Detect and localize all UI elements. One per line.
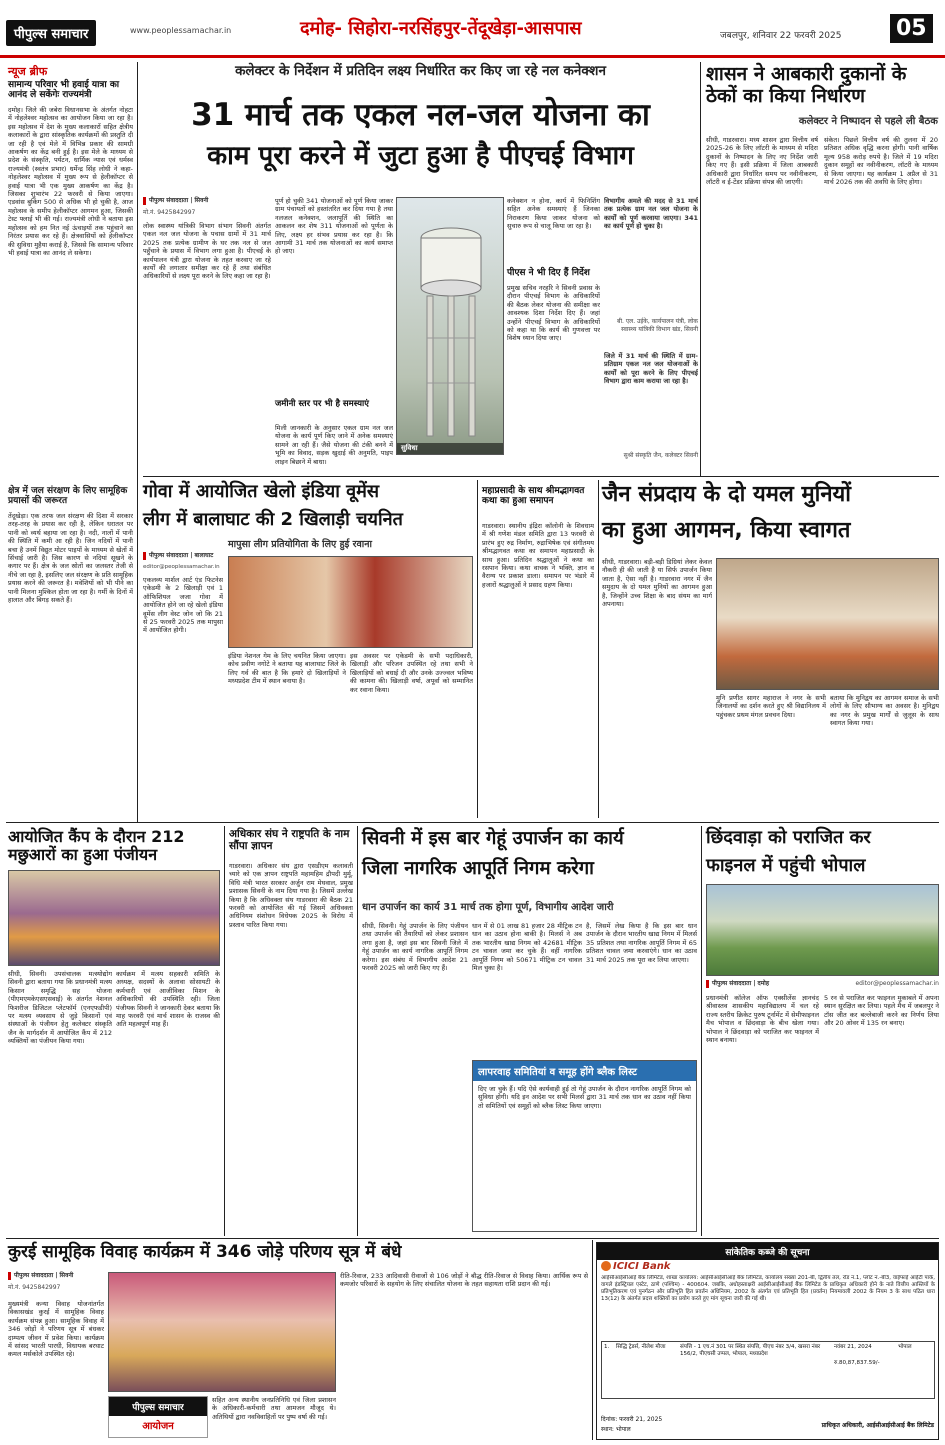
- monks-welcome-photo: [716, 558, 939, 690]
- jain-headline-2: का हुआ आगमन, किया स्वागत: [602, 518, 851, 543]
- lead-byline: पीपुल्स संवाददाता | सिवनी: [143, 197, 271, 205]
- excise-subhead: कलेक्टर ने निष्पादन से पहले ली बैठक: [798, 116, 938, 127]
- cricket-col-2: 5 रन से पराजित कर फाइनल मुकाबले में अपना स्थान सुरक्षित कर लिया। पहले मैच में जबलपुर ने टॉस जीत कर बल्लेबाजी करने का निर्णय लिया और 20 ओवर में 135 रन बनाए।: [824, 994, 939, 1028]
- cricket-headline-2: फाइनल में पहुंची भोपाल: [706, 855, 866, 876]
- brand-logo: पीपुल्स समाचार: [6, 20, 96, 46]
- wedding-logo-text: पीपुल्स समाचार: [109, 1397, 207, 1416]
- date-line: जबलपुर, शनिवार 22 फरवरी 2025: [720, 31, 842, 41]
- jain-headline-1: जैन संप्रदाय के दो यमल मुनियों: [602, 482, 851, 507]
- website-link[interactable]: www.peoplessamachar.in: [130, 26, 232, 35]
- cricket-headline-1: छिंदवाड़ा को पराजित कर: [706, 827, 871, 848]
- blacklist-box-heading: लापरवाह समितियां व समूह होंगे ब्लैक लिस्ट: [473, 1061, 696, 1081]
- goa-subhead: मापुसा लीग प्रतियोगिता के लिए हुई रवाना: [228, 539, 372, 550]
- bank-name: ICICI Bank: [613, 1261, 671, 1272]
- fish-headline: आयोजित कैंप के दौरान 212 मछुआरों का हुआ पंजीयन: [8, 827, 185, 865]
- wheat-col-2: धान में से 01 लाख 81 हजार 28 मीट्रिक टन धान का उठाव होना बाकी है। मिलर्स ने अब तक भारतीय खाद्य निगम को 42681 मीट्रिक टन चावल जमा कर चुके हैं। वहीं नागरिक आपूर्ति निगम को 50671 मीट्रिक टन चावल मिल चुका है।: [472, 922, 582, 973]
- lead-mobile: मो.नं. 9425842997: [143, 209, 196, 216]
- column-divider: [224, 826, 225, 1236]
- quote-2-text: जिले में 31 मार्च की स्थिति में ग्राम-प्रतिग्राम एकल नल जल योजनाओं के कार्यों को पूरा करने के लिए पीएचई विभाग द्वारा काम कराया जा रहा है।: [604, 352, 698, 386]
- brief-headline-1: सामान्य परिवार भी हवाई यात्रा का आनंद ले सकेंगेः राज्यमंत्री: [8, 80, 120, 101]
- wheat-col-1: सीधी, सिवनी। गेहूं उपार्जन के लिए पंजीयन तथा उपार्जन की तैयारियों को लेकर प्रशासन लगा हुआ है, जहां इस बार सिवनी जिले में गेहूं उपार्जन का कार्य नागरिक आपूर्ति निगम करेगा। इस संबंध में विभागीय आदेश 21 फरवरी 2025 को जारी किए गए हैं।: [362, 922, 468, 973]
- region-title: दमोह- सिहोरा-नरसिंहपुर-तेंदूखेड़ा-आसपास: [300, 18, 582, 39]
- goa-col-1: एकलव्य मार्शल आर्ट एंड फिटनेस एकेडमी के 2 खिलाड़ी एवं 1 ऑफिशियल जजा गोवा में आयोजित होने जा रहे खेलो इंडिया वूमेंस लीग वेस्ट जोन जो कि 21 से 25 फरवरी 2025 तक मापुसा में आयोजित होगी।: [143, 576, 223, 635]
- goa-headline-2: लीग में बालाघाट की 2 खिलाड़ी चयनित: [143, 509, 403, 530]
- section-divider: [6, 1238, 939, 1239]
- wheat-subhead: धान उपार्जन का कार्य 31 मार्च तक होगा पूर्ण, विभागीय आदेश जारी: [362, 902, 614, 913]
- news-brief-tag: न्यूज ब्रीफ: [8, 65, 48, 78]
- lead-quote-1: [604, 197, 698, 315]
- notice-row-no: 1.: [604, 1344, 610, 1350]
- brief-headline-2: क्षेत्र में जल संरक्षण के लिए सामूहिक प्रयासों की जरूरत: [8, 486, 128, 507]
- brief-text-1: दमोह। जिले की जबेरा विधानसभा के अंतर्गत नोहटा में नोहलेश्वर महोत्सव का आयोजन किया जा रहा है। इस महोत्सव में देश के मुख्य कलाकारों सहित क्षेत्रीय कलाकारों के द्वारा सांस्कृतिक कार्यक्रमों की प्रस्तुति दी जा रही है एवं मेले में विभिन्न प्रकार की सामग्री आकर्षण का केंद्र बनी हुई है। इस मेले के माध्यम से प्रदेश के संस्कृति, पर्यटन, धार्मिक न्यास एवं धर्मस्व राज्यमंत्री (स्वतंत्र प्रभार) धर्मेन्द्र सिंह लोधी ने कहा- नोहलेश्वर महोत्सव में मुख्य रूप से हेलीकॉप्टर से हवाई यात्रा भी एक मुख्य आकर्षण का केंद्र है। जिसका शुभारंभ 22 फरवरी से किया जाएगा। एडवांस बुकिंग 500 से अधिक भी हो चुकी है, आज महोत्सव के समीप हेलीकॉप्टर आगमन हुआ, जिसकी टेस्ट फ्लाई भी की गई। राज्यमंत्री लोधी ने बताया इस महोत्सव को हम नित नई ऊंचाइयों तक पहुंचाने का निरंतर प्रयास कर रहे हैं। क्षेत्रवासियों को हेलीकॉप्टर की सुविधा मुहैया कराई है, जिससे कि सामान्य परिवार भी हवाई यात्रा का आनंद ले सकेगा।: [8, 106, 133, 257]
- wedding-col-2: सहित अन्य स्थानीय जनप्रतिनिधि एवं जिला प्रशासन के अधिकारी-कर्मचारी तथा आमजन मौजूद थे। अतिथियों द्वारा नवविवाहितों पर पुष्प वर्षा की गई।: [212, 1396, 336, 1421]
- goa-col-3: इस अवसर पर एकेडमी के सभी पदाधिकारी, खिलाड़ी और परिजन उपस्थित रहे तथा सभी ने खिलाड़ियों को बधाई दी और उनके उज्ज्वल भविष्य की कामना की। खिलाड़ी वर्षा, अपूर्वा को सम्मानित कर रवाना किया।: [350, 652, 473, 694]
- lead-col-4: कनेक्शन न होना, कार्य में फिनिशिंग सहित अनेक समस्याएं हैं जिनका निराकरण किया जाकर योजना को सुचारु रूप से चालू किया जा रहा है।: [507, 197, 600, 231]
- bank-logo-icon: [601, 1261, 611, 1271]
- page-number: 05: [890, 14, 933, 43]
- legal-notice: [596, 1242, 939, 1440]
- brief-text-2: तेंदूखेड़ा। एक तरफ जल संरक्षण की दिशा में सरकार तरह-तरह के प्रयास कर रही है, लेकिन धरातल पर पानी को व्यर्थ बहाया जा रहा है। नदी, नालों में पानी की स्थिति में कमी आ रही है। जिन नदियों में पानी बचा है उनमें विद्युत मोटर पाइपों के माध्यम से खेतों में सिंचाई जारी है। जिस कारण से नदियां सूखने के कगार पर हैं। क्षेत्र के जल स्रोतों का जलस्तर तेजी से नीचे जा रहा है, इसलिए जल संरक्षण के प्रति सामूहिक प्रयास करने की जरूरत है। मवेशियों को भी पीने का पानी मिलना मुश्किल होता जा रहा है। गर्मी के दिनों में हालात और बिगड़ सकते हैं।: [8, 512, 133, 605]
- masthead: [0, 0, 945, 58]
- excise-headline: शासन ने आबकारी दुकानों के ठेकों का किया निर्धारण: [706, 63, 907, 107]
- lead-col-5: प्रमुख सचिव नरहरि ने सिवनी प्रवास के दौरान पीएचई विभाग के अधिकारियों की बैठक लेकर योजना की समीक्षा कर आवश्यक दिशा निर्देश दिए हैं। जहां उन्होंने पीएचई विभाग के अधिकारियों को कहा था कि कार्य की गुणवत्ता पर विशेष ध्यान दिया जाए।: [507, 284, 600, 343]
- column-divider: [598, 480, 599, 818]
- wedding-headline: कुरई सामूहिक विवाह कार्यक्रम में 346 जोड़े परिणय सूत्र में बंधे: [8, 1242, 402, 1262]
- notice-row-branch: भोपाल: [898, 1344, 912, 1350]
- wedding-logo: [108, 1396, 208, 1438]
- section-divider: [143, 476, 939, 477]
- notice-text: आईसीआईसीआई बैंक लिमिटेड, शाखा कार्यालय: आईसीआईसीआई बैंक लिमिटेड, कार्यालय संख्या 201-बी, द्वितीय तल, रोड नं.1, प्लॉट नं.-बी3, वाईफाई आईटी पार्क, वागले इंडस्ट्रियल एस्टेट, ठाणे (पश्चिम) - 400604. जबकि, अधोहस्ताक्षरी आईसीआईसीआई बैंक लिमिटेड के प्राधिकृत अधिकारी होने के नाते वित्तीय आस्तियों के प्रतिभूतिकरण एवं पुनर्गठन और प्रतिभूति हित प्रवर्तन अधिनियम, 2002 के अंतर्गत एवं प्रतिभूति हित (प्रवर्तन) नियमावली 2002 के नियम 3 के साथ पठित धारा 13(12) के अंतर्गत प्रदत्त शक्तियों का प्रयोग करते हुए मांग सूचना जारी की गई थी।: [601, 1275, 935, 1302]
- fish-col-1: सीधी, सिवनी। उपसंचालक मत्स्योद्योग सिवनी द्वारा बताया गया कि प्रधानमंत्री मत्स्य किसान समृद्धि सह योजना (पीएमएमकेएसएसवाई) के अंतर्गत नेशनल फिशरीज डिजिटल प्लेटफॉर्म (एनएफडीपी) पर मत्स्य व्यवसाय से जुड़े किसानों एवं संस्थाओं के पंजीयन हेतु कलेक्टर संस्कृति जैन के मार्गदर्शन में आयोजित कैंप में 212 व्यक्तियों का पंजीयन किया गया।: [8, 970, 112, 1046]
- notice-row-amount: रु.80,87,837.59/-: [834, 1360, 880, 1366]
- excise-col-2: संकेत। पिछले वित्तीय वर्ष की तुलना में 20 प्रतिशत अधिक वृद्धि करना होगी। पानी वार्षिक मूल्य 958 करोड़ रुपये है। जिले में 19 मदिरा दुकान समूहों का नवीनीकरण, लॉटरी के माध्यम से किया जाएगा। यह कार्यक्रम 1 अप्रैल से 31 मार्च 2026 तक की अवधि के लिए होगा।: [824, 136, 938, 187]
- teacher-headline: अधिकार संघ ने राष्ट्रपति के नाम सौंपा ज्ञापन: [229, 828, 350, 853]
- lead-kicker: कलेक्टर के निर्देशन में प्रतिदिन लक्ष्य निर्धारित कर किए जा रहे नल कनेक्शन: [235, 63, 606, 79]
- teacher-text: गाडरवारा। अधिकार संघ द्वारा एसडीएम कलावती च्यारे को एक ज्ञापन राष्ट्रपति महामहिम द्रौपदी मुर्मू, विधि मंत्री भारत सरकार अर्जुन राम मेघवाल, प्रमुख प्रशासक सिवनी के नाम दिया गया है। जिसमें उल्लेख किया है कि अधिवक्ता संघ गाडरवारा की बैठक 21 फरवरी को आयोजित की गई जिसमें अधिवक्ता अधिनियम संशोधन विधेयक 2025 के विरोध में प्रस्ताव पारित किया गया।: [229, 862, 353, 929]
- column-divider: [700, 62, 701, 476]
- bhagwat-headline: महाप्रसादी के साथ श्रीमद्भागवत कथा का हुआ समापन: [482, 486, 585, 507]
- notice-row-name: सिद्धि ट्रेडर्स, नीलेश मौजा: [616, 1344, 666, 1350]
- goa-byline: पीपुल्स संवाददाता | बालाघाट: [143, 552, 223, 560]
- wheat-col-3: है, जिसमें लेख किया है कि इस बार धान उपार्जन के दौरान भारतीय खाद्य निगम में मिलर्स 35 प्रतिशत तथा नागरिक आपूर्ति निगम में 65 प्रतिशत चावल जमा करवाएंगे। धान का उठाव 31 मार्च 2025 तक पूरा कर लिया जाएगा।: [586, 922, 697, 964]
- wedding-col-3: रीति-रिवाज, 233 आदिवासी रीवाजों से 106 जोड़ों ने बौद्ध रीति-रिवाज से विवाह किया। आर्थिक रूप से कमजोर परिवारों के सहयोग के लिए संचालित योजना के तहत सहायता राशि प्रदान की गई।: [340, 1272, 588, 1289]
- column-divider: [701, 826, 702, 1236]
- water-tank-photo: [396, 197, 504, 455]
- lead-subhead-2: पीएस ने भी दिए हैं निर्देश: [507, 268, 590, 278]
- notice-signature: प्राधिकृत अधिकारी, आईसीआईसीआई बैंक लिमिटेड: [821, 1422, 934, 1429]
- notice-date: दिनांक: फरवरी 21, 2025: [601, 1416, 663, 1423]
- photo-caption: सुविधा: [397, 443, 503, 454]
- bhagwat-text: गाडरवारा। स्थानीय इंद्रिरा कॉलोनी के शिवधाम में श्री गणेश मंडल समिति द्वारा 13 फरवरी से प्रारंभ हुए रुद्र निर्माण, रुद्राभिषेक एवं संगीतमय श्रीमद्भागवत कथा का समापन महाप्रसादी के साथ हुआ। प्रतिदिन श्रद्धालुओं ने कथा का रसपान किया। कथा वाचक ने भक्ति, ज्ञान व वैराग्य पर प्रकाश डाला। समापन पर भंडारे में हजारों श्रद्धालुओं ने प्रसाद ग्रहण किया।: [482, 522, 594, 589]
- quote-1-text: विभागीय अमले की मदद से 31 मार्च तक प्रत्येक ग्राम नल जल योजना के कार्यों को पूर्ण करवाया जाएगा। 341 का कार्य पूर्ण हो चुका है।: [604, 197, 698, 231]
- jain-col-3: बताया कि मुनिद्वय का आगमन समाज के सभी लोगों के लिए सौभाग्य का अवसर है। मुनिद्वय का नगर के प्रमुख मार्गों से जुलूस के साथ स्वागत किया गया।: [830, 694, 939, 728]
- jain-col-1: सीधी, गाडरवारा। बड़ी-बड़ी डिग्रियां लेकर केवल नौकरी ही की जाती है या सिर्फ उपार्जन किया जाता है, ऐसा नहीं है। गाडरवारा नगर में जैन समुदाय के दो यमल मुनियों का आगमन हुआ है, जिन्होंने उच्च शिक्षा के बाद संयम का मार्ग अपनाया।: [602, 558, 712, 609]
- jain-col-2: मुनि प्रणीत सागर महाराज ने नगर के सभी जिनालयों का दर्शन करते हुए श्री विद्यानिलय में पहुंचकर प्रथम मंगल प्रवचन दिया।: [716, 694, 826, 719]
- notice-place: स्थान: भोपाल: [601, 1426, 631, 1433]
- notice-bank-logo: [601, 1261, 670, 1272]
- cricket-match-photo: [706, 884, 939, 976]
- column-divider: [357, 826, 358, 1236]
- camp-crowd-photo: [8, 870, 220, 966]
- wedding-byline: पीपुल्स संवाददाता | सिवनी: [8, 1272, 104, 1280]
- blacklist-box-text: दिए जा चुके हैं। यदि ऐसे कार्यवाही हुई तो गेहूं उपार्जन के दौरान नागरिक आपूर्ति निगम को सुविधा होगी। यदि इन आदेश पर सभी मिलर्स द्वारा 31 मार्च तक धान का उठाव नहीं किया तो समितियों एवं समूहों को ब्लैक लिस्ट किया जाएगा।: [478, 1085, 691, 1110]
- wedding-mobile: मो.नं. 9425842997: [8, 1284, 61, 1291]
- notice-row-date: नवंबर 21, 2024: [834, 1344, 872, 1350]
- lead-headline-2: काम पूरा करने में जुटा हुआ है पीएचई विभाग: [207, 141, 634, 171]
- cricket-email[interactable]: editor@peoplessamachar.in: [855, 980, 939, 987]
- quote-1-author: बी. एल. उईके, कार्यपालन यंत्री, लोक स्वास्थ्य यांत्रिकी विभाग खंड, सिवनी: [617, 318, 698, 333]
- wedding-col-1: मुख्यमंत्री कन्या विवाह योजनांतर्गत विकासखंड कुरई में सामूहिक विवाह कार्यक्रम संपन्न हुआ। सामूहिक विवाह में 346 जोड़ों ने परिणय सूत्र में बंधकर दाम्पत्य जीवन में प्रवेश किया। कार्यक्रम में सांसद भारती पारधी, विधायक बरघाट कमल मर्सकोले उपस्थित रहे।: [8, 1300, 104, 1359]
- quote-2-author: सुश्री संस्कृति जैन, कलेक्टर सिवनी: [623, 452, 698, 459]
- fish-col-2: कार्यक्रम में मत्स्य सहकारी समिति के अध्यक्ष, सदस्यों के अलावा सोसायटी के कर्मचारी एवं आजीविका मिशन के अधिकारियों की उपस्थिति रही। जिला पंजीयक सिवनी ने जानकारी देकर बताया कि माह फरवरी एवं मार्च शासन के राजस्व की अति महत्वपूर्ण माह हैं।: [116, 970, 220, 1029]
- wheat-headline-2: जिला नागरिक आपूर्ति निगम करेगा: [362, 858, 594, 879]
- blacklist-box: [472, 1060, 697, 1232]
- lead-col-1: लोक स्वास्थ्य यांत्रिकी विभाग संभाग सिवनी अंतर्गत एकल नल जल योजना के पचास ग्रामों में 31 मार्च 2025 तक प्रत्येक ग्रामीण के घर तक नल से जल पहुँचाने के प्रयास में विभाग लगा हुआ है। पीएचई के कार्यपालन यंत्री द्वारा योजना के तहत करवाए जा रहे कार्यों की लगातार समीक्षा कर रहे हैं तथा संबंधित अधिकारियों से लक्ष्य पूरा करने के लिए कहा जा रहा है।: [143, 222, 271, 281]
- notice-row-desc: संपत्ति - 1 एच.नं 301 पर स्थित संपत्ति, पीएच नंबर 3/4, खसरा नंबर 156/2, पीएचसी उप्पल, भोपाल, मध्यप्रदेश: [680, 1344, 821, 1357]
- lead-quote-2: [604, 352, 698, 450]
- column-divider: [477, 480, 478, 818]
- water-tank-illustration: [397, 198, 504, 455]
- cricket-byline: पीपुल्स संवाददाता | दमोह: [706, 980, 816, 988]
- lead-col-3: मिली जानकारी के अनुसार एकल ग्राम नल जल योजना के कार्य पूर्ण किए जाने में अनेक समस्याएं सामने आ रही हैं। जैसे योजना की टंकी बनने में भूमि का विवाद, सड़क खुदाई की अनुमति, पाइप लाइन बिछाने में बाधा।: [275, 424, 393, 466]
- lead-subhead-1: जमीनी स्तर पर भी है समस्याएं: [275, 399, 369, 409]
- notice-title: सांकेतिक कब्जे की सूचना: [597, 1243, 938, 1260]
- lead-col-2: पूर्ण हो चुकी 341 योजनाओं को पूर्ण किया जाकर ग्राम पंचायतों को हस्तांतरित कर दिया गया है तथा नलजल कनेक्शन, जलापूर्ति की स्थिति का आकलन कर शेष 311 योजनाओं को पूर्णता के लिए, लक्ष्य हर संभव प्रयास कर रहा है। कि आगामी 31 मार्च तक योजनाओं का कार्य समाप्त हो जाए।: [275, 197, 393, 256]
- section-divider: [6, 822, 939, 823]
- goa-headline-1: गोवा में आयोजित खेलो इंडिया वूमेंस: [143, 481, 380, 502]
- athletes-photo: [228, 556, 473, 648]
- lead-headline-1: 31 मार्च तक एकल नल-जल योजना का: [191, 97, 650, 133]
- mass-wedding-photo: [108, 1272, 336, 1392]
- goa-col-2: इंडिया नेशनल गेम के लिए चयनित किया जाएगा। कोच प्रवीण नगोटे ने बताया यह बालाघाट जिले के लिए गर्व की बात है कि हमारे दो खिलाड़ियों ने मध्यप्रदेश टीम में स्थान बनाया है।: [228, 652, 346, 686]
- column-divider: [137, 62, 138, 822]
- wheat-headline-1: सिवनी में इस बार गेहूं उपार्जन का कार्य: [362, 828, 624, 849]
- cricket-col-1: प्रधानमंत्री कॉलेज ऑफ एक्सीलेंस ज्ञानचंद श्रीवास्तव शासकीय महाविद्यालय में चल रहे राज्य स्तरीय क्रिकेट पुरुष टूर्नामेंट में सेमीफाइनल मैच भोपाल व छिंदवाड़ा के बीच खेला गया। भोपाल ने छिंदवाड़ा को पराजित कर फाइनल में स्थान बनाया।: [706, 994, 819, 1045]
- notice-table: [601, 1341, 935, 1399]
- wedding-logo-sub: आयोजन: [142, 1421, 174, 1432]
- goa-email[interactable]: editor@peoplessamachar.in: [143, 564, 220, 570]
- excise-col-1: सीधी, गाडरवारा। मध्य शासन द्वारा वित्तीय वर्ष 2025-26 के लिए लॉटरी के माध्यम से मदिरा दुकानों के निष्पादन के लिए नए निर्देश जारी किए गए हैं। इसी प्रक्रिया में जिला आबकारी अधिकारी द्वारा निर्धारित समय पर नवीनीकरण, लॉटरी व ई-टेंडर प्रक्रिया संपन्न की जाएगी।: [706, 136, 818, 187]
- column-divider: [592, 1240, 593, 1440]
